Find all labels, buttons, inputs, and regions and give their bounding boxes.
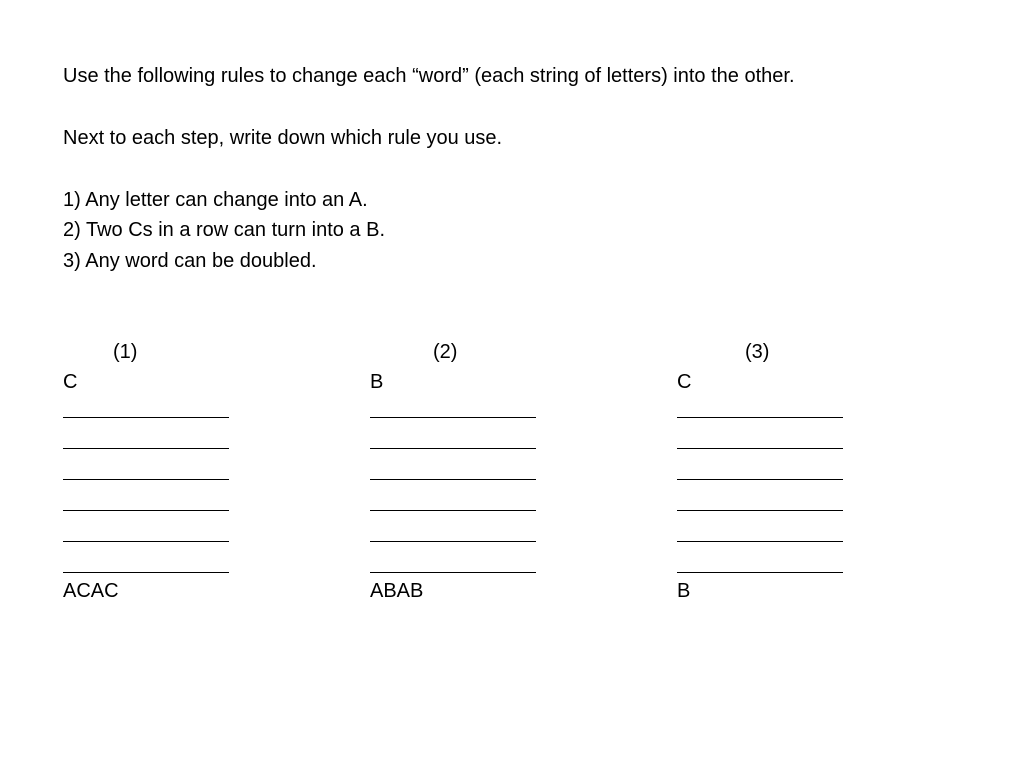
answer-blank[interactable]: [677, 431, 937, 462]
start-word: C: [677, 371, 692, 393]
answer-blank[interactable]: [370, 555, 630, 586]
target-word: B: [677, 580, 691, 602]
answer-blank[interactable]: [63, 431, 323, 462]
answer-blank[interactable]: [677, 400, 937, 431]
problem-3: [677, 340, 937, 609]
intro-text: Use the following rules to change each “word” (each string of letters) into the other.: [63, 65, 795, 87]
instruction-text: Next to each step, write down which rule you use.: [63, 127, 503, 149]
start-word: B: [370, 371, 384, 393]
problem-number: (2): [433, 341, 458, 363]
answer-blank[interactable]: [677, 462, 937, 493]
target-word: ABAB: [370, 580, 424, 602]
rule-1: 1) Any letter can change into an A.: [63, 189, 368, 211]
rule-3: 3) Any word can be doubled.: [63, 250, 317, 272]
answer-blank[interactable]: [370, 462, 630, 493]
answer-blank[interactable]: [370, 431, 630, 462]
start-word: C: [63, 371, 78, 393]
answer-blank[interactable]: [63, 493, 323, 524]
answer-blank[interactable]: [370, 400, 630, 431]
answer-blank[interactable]: [370, 524, 630, 555]
answer-blank[interactable]: [370, 493, 630, 524]
problem-2: [370, 340, 630, 609]
answer-blank[interactable]: [677, 493, 937, 524]
problem-number: (1): [113, 341, 138, 363]
problem-number: (3): [745, 341, 770, 363]
answer-blank[interactable]: [63, 524, 323, 555]
answer-blank[interactable]: [677, 555, 937, 586]
answer-blank[interactable]: [63, 555, 323, 586]
answer-blank[interactable]: [63, 400, 323, 431]
problem-1: [63, 340, 323, 609]
answer-blank[interactable]: [63, 462, 323, 493]
answer-blank[interactable]: [677, 524, 937, 555]
target-word: ACAC: [63, 580, 119, 602]
rule-2: 2) Two Cs in a row can turn into a B.: [63, 219, 386, 241]
